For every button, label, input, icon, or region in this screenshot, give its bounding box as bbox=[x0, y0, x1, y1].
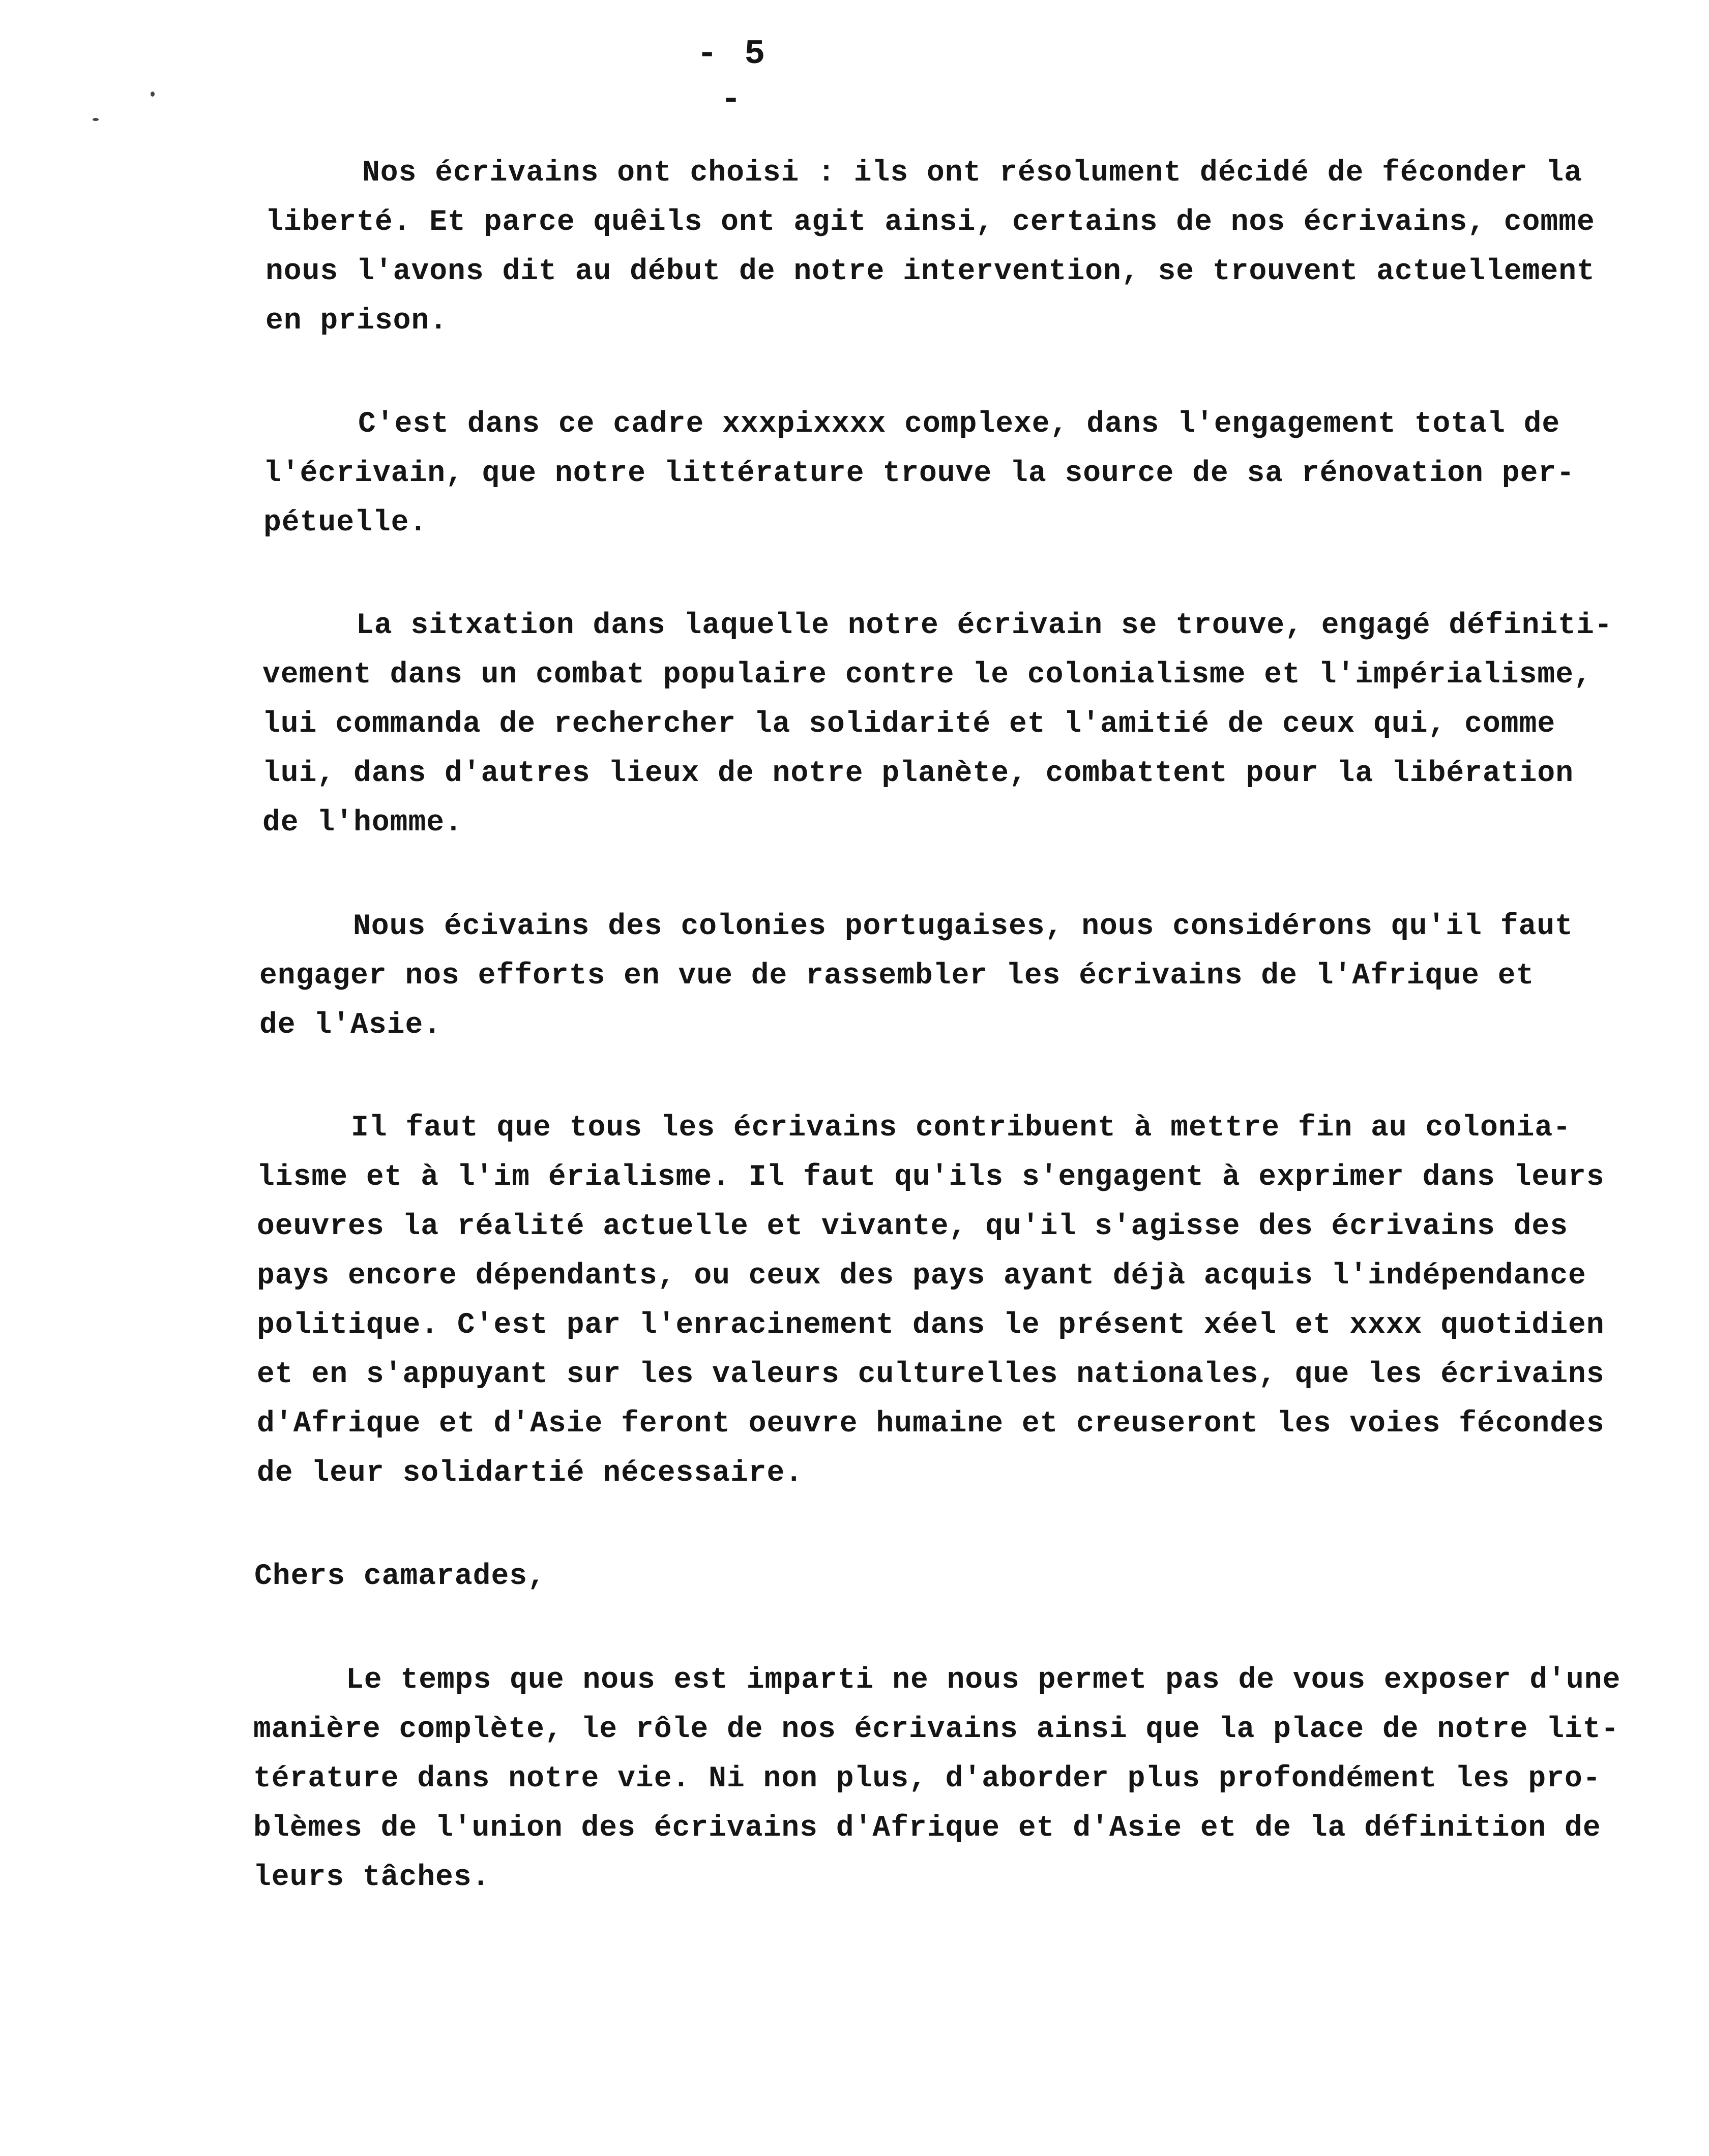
text-line: en prison. bbox=[266, 305, 448, 338]
text-line: La sitxation dans laquelle notre écrivain se trouve, engagé définiti- bbox=[356, 609, 1613, 642]
text-line: engager nos efforts en vue de rassembler les écrivains de l'Afrique et bbox=[259, 960, 1535, 993]
text-line: d'Afrique et d'Asie feront oeuvre humaine et creuseront les voies fécondes bbox=[257, 1408, 1605, 1441]
text-line: lisme et à l'im érialisme. Il faut qu'ils s'engagent à exprimer dans leurs bbox=[257, 1161, 1605, 1194]
text-line: C'est dans ce cadre xxxpixxxx complexe, dans l'engagement total de bbox=[358, 408, 1560, 441]
text-line: manière complète, le rôle de nos écrivains ainsi que la place de notre lit- bbox=[253, 1713, 1619, 1746]
text-line: et en s'appuyant sur les valeurs culturelles nationales, que les écrivains bbox=[257, 1358, 1605, 1391]
text-line: Il faut que tous les écrivains contribuent à mettre fin au colonia- bbox=[351, 1112, 1571, 1145]
text-line: liberté. Et parce quêils ont agit ainsi, certains de nos écrivains, comme bbox=[266, 206, 1595, 239]
text-line: l'écrivain, que notre littérature trouve la source de sa rénovation per- bbox=[263, 457, 1575, 490]
scan-speck bbox=[151, 92, 155, 97]
text-line: Le temps que nous est imparti ne nous permet pas de vous exposer d'une bbox=[346, 1664, 1621, 1697]
text-line: blèmes de l'union des écrivains d'Afrique et d'Asie et de la définition de bbox=[253, 1812, 1601, 1845]
text-line: de l'homme. bbox=[262, 806, 463, 840]
text-line: de leur solidartié nécessaire. bbox=[257, 1457, 804, 1490]
text-line: Nous écivains des colonies portugaises, nous considérons qu'il faut bbox=[353, 910, 1573, 943]
text-line: lui, dans d'autres lieux de notre planète, combattent pour la libération bbox=[262, 757, 1574, 790]
text-line: de l'Asie. bbox=[259, 1009, 442, 1042]
text-line: pays encore dépendants, ou ceux des pays ayant déjà acquis l'indépendance bbox=[257, 1260, 1586, 1293]
text-line: leurs tâches. bbox=[253, 1861, 490, 1894]
text-line: vement dans un combat populaire contre le colonialisme et l'impérialisme, bbox=[262, 658, 1592, 692]
text-line: Nos écrivains ont choisi : ils ont résolument décidé de féconder la bbox=[362, 157, 1582, 190]
text-line: Chers camarades, bbox=[254, 1560, 546, 1593]
page-number: - 5 - bbox=[696, 35, 769, 119]
text-line: lui commanda de rechercher la solidarité et l'amitié de ceux qui, comme bbox=[262, 708, 1556, 741]
scan-speck bbox=[93, 118, 99, 121]
text-line: pétuelle. bbox=[263, 506, 428, 540]
text-line: térature dans notre vie. Ni non plus, d'aborder plus profondément les pro- bbox=[253, 1762, 1601, 1795]
text-line: nous l'avons dit au début de notre intervention, se trouvent actuellement bbox=[266, 255, 1595, 288]
text-line: oeuvres la réalité actuelle et vivante, qu'il s'agisse des écrivains des bbox=[257, 1210, 1569, 1243]
text-line: politique. C'est par l'enracinement dans le présent xéel et xxxx quotidien bbox=[257, 1309, 1605, 1342]
